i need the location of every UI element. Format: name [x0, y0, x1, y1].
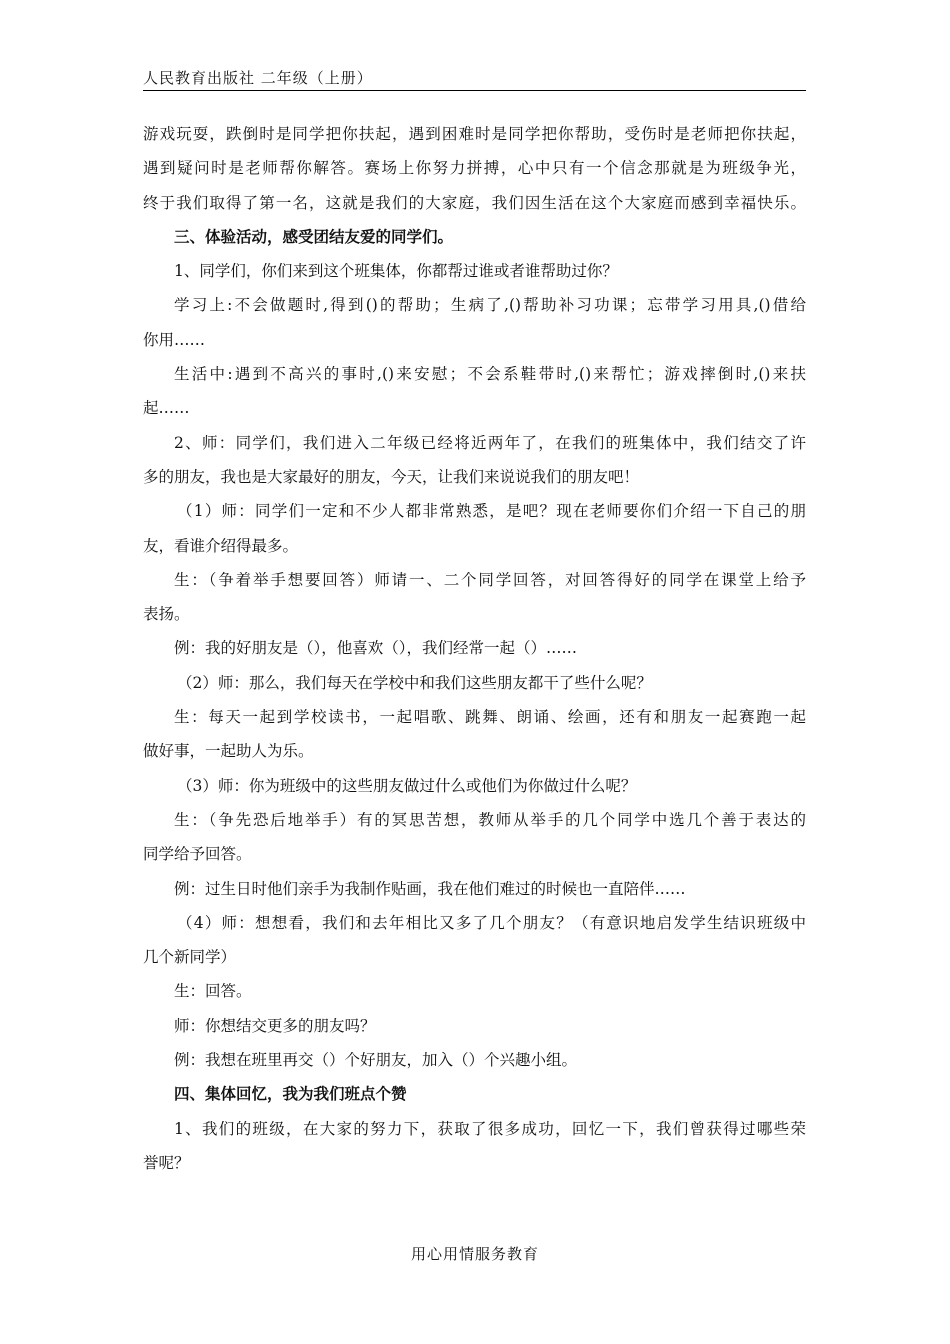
paragraph-line: 师：你想结交更多的朋友吗？: [174, 1016, 376, 1035]
paragraph-line: 几个新同学）: [143, 948, 237, 967]
paragraph-line: 2、师：同学们，我们进入二年级已经将近两年了，在我们的班集体中，我们结交了许: [174, 433, 806, 452]
paragraph-line: 同学给予回答。: [143, 845, 252, 864]
paragraph-line: 例：我想在班里再交（）个好朋友，加入（）个兴趣小组。: [174, 1051, 578, 1070]
paragraph-line: 生：（争先恐后地举手）有的冥思苦想，教师从举手的几个同学中选几个善于表达的: [174, 810, 806, 829]
page-header: [143, 64, 806, 91]
section-heading-3: 三、体验活动，感受团结友爱的同学们。: [174, 226, 454, 246]
paragraph-line: （3）师：你为班级中的这些朋友做过什么或他们为你做过什么呢？: [177, 776, 637, 795]
paragraph-line: （4）师：想想看，我们和去年相比又多了几个朋友？（有意识地启发学生结识班级中: [177, 913, 806, 932]
paragraph-line: 学习上:不会做题时,得到()的帮助；生病了,()帮助补习功课；忘带学习用具,()借给: [174, 296, 806, 315]
paragraph-line: （2）师：那么，我们每天在学校中和我们这些朋友都干了些什么呢？: [177, 673, 652, 692]
paragraph-line: 你用……: [143, 330, 206, 349]
paragraph-line: 誉呢？: [143, 1153, 190, 1172]
paragraph-line: 遇到疑问时是老师帮你解答。赛场上你努力拼搏，心中只有一个信念那就是为班级争光，: [143, 159, 806, 178]
paragraph-line: 生：（争着举手想要回答）师请一、二个同学回答，对回答得好的同学在课堂上给予: [174, 570, 806, 589]
document-body: [143, 117, 806, 1180]
header-title: 人民教育出版社 二年级（上册）: [143, 69, 373, 87]
section-heading-4: 四、集体回忆，我为我们班点个赞: [174, 1084, 407, 1104]
paragraph-line: 1、同学们，你们来到这个班集体，你都帮过谁或者谁帮助过你？: [174, 262, 618, 281]
paragraph-line: 友，看谁介绍得最多。: [143, 536, 299, 555]
paragraph-line: 表扬。: [143, 605, 190, 624]
paragraph-line: 例：我的好朋友是（），他喜欢（），我们经常一起（）……: [174, 639, 578, 658]
paragraph-line: 做好事，一起助人为乐。: [143, 742, 314, 761]
paragraph-line: 终于我们取得了第一名，这就是我们的大家庭，我们因生活在这个大家庭而感到幸福快乐。: [143, 193, 806, 212]
paragraph-line: 游戏玩耍，跌倒时是同学把你扶起，遇到困难时是同学把你帮助，受伤时是老师把你扶起，: [143, 125, 806, 143]
paragraph-line: 起……: [143, 399, 190, 418]
paragraph-line: 1、我们的班级，在大家的努力下，获取了很多成功，回忆一下，我们曾获得过哪些荣: [174, 1119, 806, 1138]
page-footer: 用心用情服务教育: [410, 1245, 539, 1263]
paragraph-line: 多的朋友，我也是大家最好的朋友，今天，让我们来说说我们的朋友吧！: [143, 467, 640, 486]
paragraph-line: 生活中:遇到不高兴的事时,()来安慰；不会系鞋带时,()来帮忙；游戏摔倒时,()来扶: [174, 365, 806, 384]
paragraph-line: 生：每天一起到学校读书，一起唱歌、跳舞、朗诵、绘画，还有和朋友一起赛跑一起: [174, 708, 806, 727]
paragraph-line: 例：过生日时他们亲手为我制作贴画，我在他们难过的时候也一直陪伴……: [174, 879, 686, 898]
paragraph-line: （1）师：同学们一定和不少人都非常熟悉，是吧？现在老师要你们介绍一下自己的朋: [177, 502, 806, 521]
paragraph-line: 生：回答。: [174, 982, 252, 1001]
